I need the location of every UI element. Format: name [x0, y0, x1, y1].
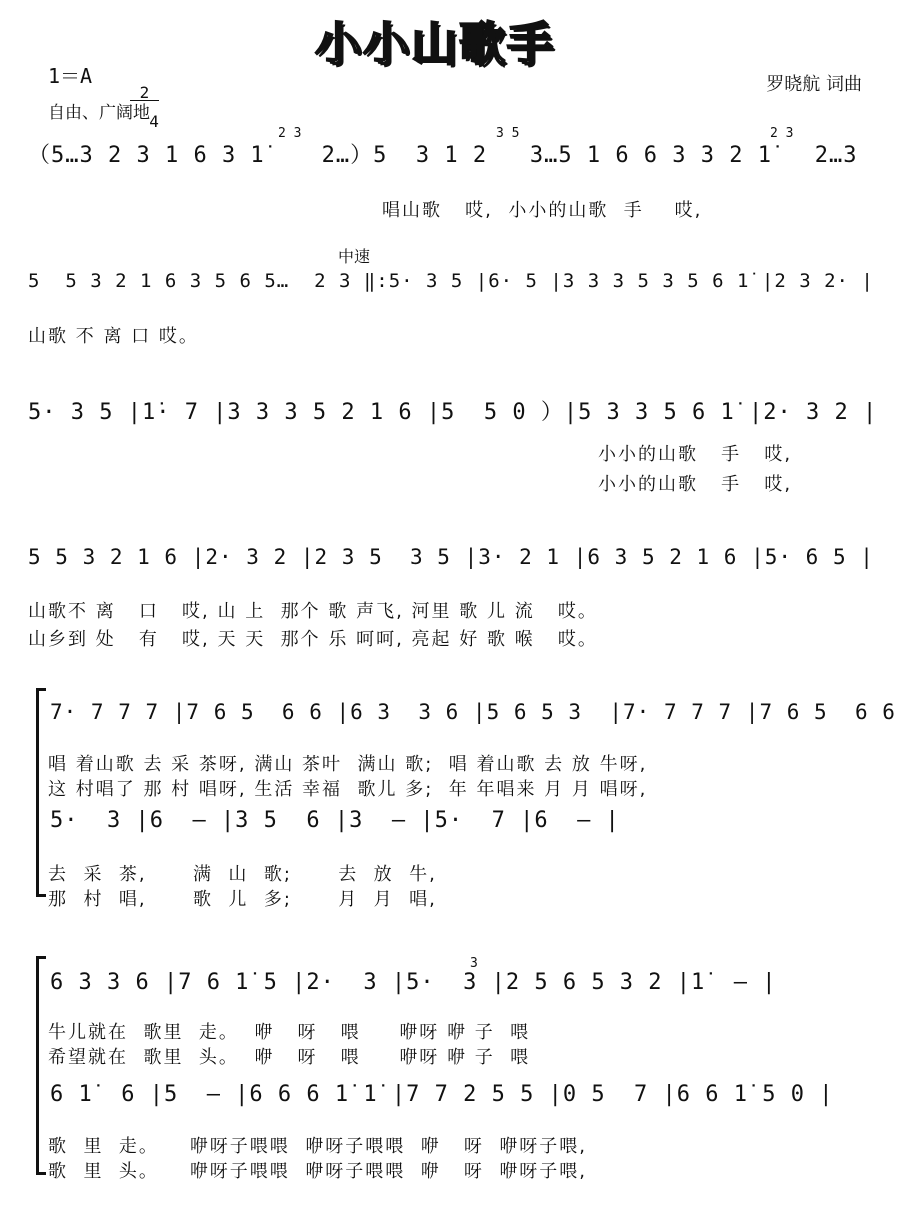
- staff-row-3: [0, 395, 920, 435]
- notes-line: 5 5 3 2 1 6 3 5 6 5… 2 3 ‖:5· 3 5 |6· 5 |3 3 3 5 3 5 6 1̇ |2 3 2· |: [28, 270, 874, 292]
- notes-line: （5…3 2 3 1 6 3 1̇ 2…）5 3 1 2 3…5 1 6 6 3 3 2 1̇ 2…3: [28, 143, 858, 168]
- composer-credit: 罗晓航 词曲: [766, 74, 862, 95]
- meter-top: 2: [130, 86, 159, 101]
- lyric-line: 希望就在 歌里 头。 咿 呀 喂 咿呀 咿 子 喂: [48, 1047, 531, 1068]
- lyric-line: 唱山歌 哎, 小小的山歌 手 哎,: [382, 200, 703, 221]
- lyric-line: 去 采 茶, 满 山 歌; 去 放 牛,: [48, 864, 437, 885]
- lyric-line: 山乡到 处 有 哎, 天 天 那个 乐 呵呵, 亮起 好 歌 喉 哎。: [28, 629, 598, 650]
- mid-tempo-marking: 中速: [338, 247, 371, 266]
- meter-bottom: 4: [149, 112, 159, 131]
- lyric-line: 那 村 唱, 歌 儿 多; 月 月 唱,: [48, 889, 437, 910]
- lyric-line: 山歌不 离 口 哎, 山 上 那个 歌 声飞, 河里 歌 儿 流 哎。: [28, 601, 598, 622]
- notes-line: 5· 3 |6 — |3 5 6 |3 — |5· 7 |6 — |: [50, 808, 620, 833]
- lyric-line: 歌 里 走。 咿呀子喂喂 咿呀子喂喂 咿 呀 咿呀子喂,: [48, 1136, 587, 1157]
- lyric-line: 小小的山歌 手 哎,: [598, 474, 793, 495]
- grace-note: 2 3: [770, 126, 794, 141]
- grace-note: 3: [470, 956, 478, 971]
- key-signature: 1＝A: [48, 64, 93, 88]
- lyric-line: 小小的山歌 手 哎,: [598, 444, 793, 465]
- staff-row-7: [0, 956, 920, 1010]
- staff-row-4: [0, 545, 920, 585]
- lyric-line: 山歌 不 离 口 哎。: [28, 326, 199, 347]
- staff-row-1: [0, 126, 920, 178]
- notes-line: 5· 3 5 |1̇· 7 |3 3 3 5 2 1 6 |5 5 0 ）|5 3 3 5 6 1̇ |2· 3 2 |: [28, 400, 878, 425]
- notes-line: 7· 7 7 7 |7 6 5 6 6 |6 3 3 6 |5 6 5 3 |7· 7 7 7 |7 6 5 6 6: [50, 700, 896, 724]
- lyric-line: 唱 着山歌 去 采 茶呀, 满山 茶叶 满山 歌; 唱 着山歌 去 放 牛呀,: [48, 754, 648, 775]
- staff-row-8: [0, 1082, 920, 1122]
- lyric-line: 歌 里 头。 咿呀子喂喂 咿呀子喂喂 咿 呀 咿呀子喂,: [48, 1161, 587, 1182]
- grace-note: 3 5: [496, 126, 520, 141]
- tempo-marking: 自由、广阔地: [48, 103, 150, 123]
- lyric-line: 这 村唱了 那 村 唱呀, 生活 幸福 歌儿 多; 年 年唱来 月 月 唱呀,: [48, 779, 648, 800]
- lyric-line: 牛儿就在 歌里 走。 咿 呀 喂 咿呀 咿 子 喂: [48, 1022, 531, 1043]
- staff-row-2: [0, 270, 920, 310]
- grace-note: 2 3: [278, 126, 302, 141]
- notes-line: 6 3 3 6 |7 6 1̇ 5 |2· 3 |5· 3 |2 5 6 5 3 2 |1̇ — |: [50, 970, 777, 995]
- song-title: 小小山歌手: [315, 17, 555, 71]
- notes-line: 6 1̇ 6 |5 — |6 6 6 1̇ 1̇ |7 7 2 5 5 |0 5 7 |6 6 1̇ 5 0 |: [50, 1082, 834, 1107]
- notes-line: 5 5 3 2 1 6 |2· 3 2 |2 3 5 3 5 |3· 2 1 |6 3 5 2 1 6 |5· 6 5 |: [28, 545, 874, 569]
- staff-row-6: [0, 808, 920, 848]
- staff-row-5: [0, 700, 920, 740]
